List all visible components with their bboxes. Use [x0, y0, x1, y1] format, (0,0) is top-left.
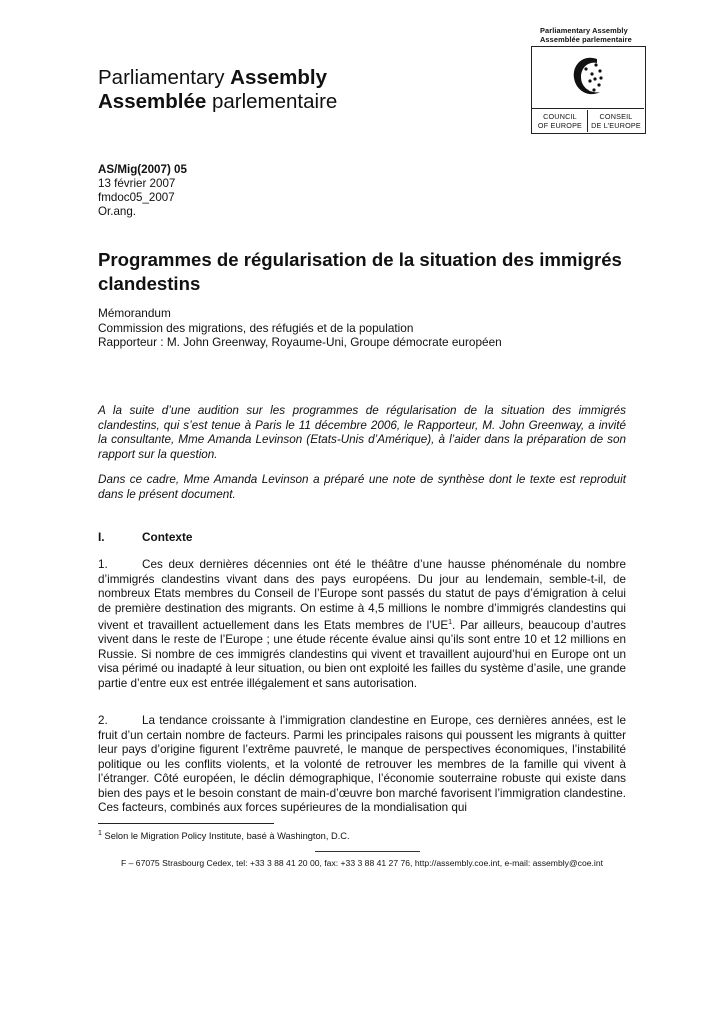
council-of-europe-emblem-icon: [566, 50, 612, 104]
brand-line1-regular: Parliamentary: [98, 66, 231, 89]
logo-vertical-divider: [587, 110, 588, 132]
logo-en-line1: COUNCIL: [543, 112, 577, 121]
brand-line2-regular: parlementaire: [206, 90, 338, 113]
paragraph-1: [98, 558, 626, 691]
rapporteur-line: Rapporteur : M. John Greenway, Royaume-Uni, Groupe démocrate européen: [98, 335, 502, 349]
reference-file: fmdoc05_2007: [98, 191, 175, 204]
assembly-brand: [98, 66, 337, 114]
logo-divider: [531, 108, 644, 109]
memo-type: Mémorandum: [98, 306, 171, 320]
brand-line2-bold: Assemblée: [98, 90, 207, 113]
document-title: Programmes de régularisation de la situation des immigrés clandestins: [98, 249, 622, 294]
footnote-divider: [98, 823, 274, 824]
logo-council-fr: [590, 113, 642, 130]
footer-contact: F – 67075 Strasbourg Cedex, tel: +33 3 88 41 20 00, fax: +33 3 88 41 27 76, http://assembly.coe.int, e-mail: assembly@coe.int: [121, 858, 603, 868]
footnote-ref[interactable]: 1: [448, 619, 453, 626]
intro-paragraph-2: Dans ce cadre, Mme Amanda Levinson a préparé une note de synthèse dont le texte est reproduit dans le présent document.: [98, 473, 626, 501]
footnote: [98, 828, 350, 842]
logo-caption-fr: Assemblée parlementaire: [540, 35, 632, 44]
paragraph-text: La tendance croissante à l’immigration clandestine en Europe, ces dernières années, est le fruit d’un certain nombre de facteurs. Parmi les principales raisons qui poussent les migrants à quitter leur pays d’origine figurent l’extrême pauvreté, le manque de perspectives économiques, l’instabilité politique ou les conflits violents, et la volonté de retrouver les membres de la famille qui vivent à l’étranger. Côté européen, le déclin démographique, l’économie souterraine robuste qui existe dans bien des pays et le besoin constant de main-d’œuvre bon marché favorisent l’immigration clandestine. Ces facteurs, combinés aux forces supérieures de la mondialisation qui: [98, 714, 626, 814]
logo-caption: [540, 26, 646, 44]
memo-block: [98, 306, 638, 350]
brand-line1-bold: Assembly: [230, 66, 328, 89]
paragraph-number: 2.: [98, 714, 108, 727]
committee-name: Commission des migrations, des réfugiés et de la population: [98, 320, 414, 335]
paragraph-number: 1.: [98, 558, 108, 571]
reference-code: AS/Mig(2007) 05: [98, 163, 187, 176]
logo-fr-line2: DE L’EUROPE: [591, 120, 641, 130]
footnote-marker: 1: [98, 830, 102, 837]
paragraph-2: [98, 714, 626, 816]
paragraph-text-continued: . Par ailleurs, beaucoup d’autres vivent dans le reste de l’Europe ; une étude récente évalue ainsi qu’ils sont entre 10 et 12 millions en Russie. Si nombre de ces immigrés clandestins qui vivent et travaillent aujourd’hui en Europe ont un visa périmé ou inadapté à leur situation, ou bien ont exploité les failles du système d’asile, une grande partie d’entre eux est entrée illégalement et sans autorisation.: [98, 618, 626, 690]
footer-divider: [315, 851, 420, 852]
logo-fr-line1: CONSEIL: [599, 112, 633, 121]
footnote-text: Selon le Migration Policy Institute, basé à Washington, D.C.: [101, 831, 350, 842]
intro-paragraph-1: A la suite d’une audition sur les programmes de régularisation de la situation des immigrés clandestins, qui s’est tenue à Paris le 11 décembre 2006, le Rapporteur, M. John Greenway, a invité la consultante, Mme Amanda Levinson (Etats-Unis d’Amérique), à l’aider dans la préparation de son rapport sur la question.: [98, 404, 626, 461]
reference-language: Or.ang.: [98, 205, 137, 218]
logo-council-en: [534, 113, 586, 130]
reference-date: 13 février 2007: [98, 177, 176, 190]
section-number: I.: [98, 530, 105, 544]
logo-en-line2: OF EUROPE: [537, 120, 583, 130]
section-title: Contexte: [142, 530, 193, 544]
paragraph-text: Ces deux dernières décennies ont été le théâtre d’une hausse phénoménale du nombre d’immigrés clandestins vivant dans des pays européens. Du jour au lendemain, semble-t-il, de nombreux Etats membres du Conseil de l’Europe sont passés du statut de pays d’émigration à celui de première destination des migrants. On estime à 4,5 millions le nombre d’immigrés clandestins qui vivent et travaillent actuellement dans les Etats membres de l’UE: [98, 558, 626, 632]
logo-caption-en: Parliamentary Assembly: [540, 26, 628, 35]
section-heading: [98, 530, 192, 544]
document-reference: [98, 163, 187, 219]
